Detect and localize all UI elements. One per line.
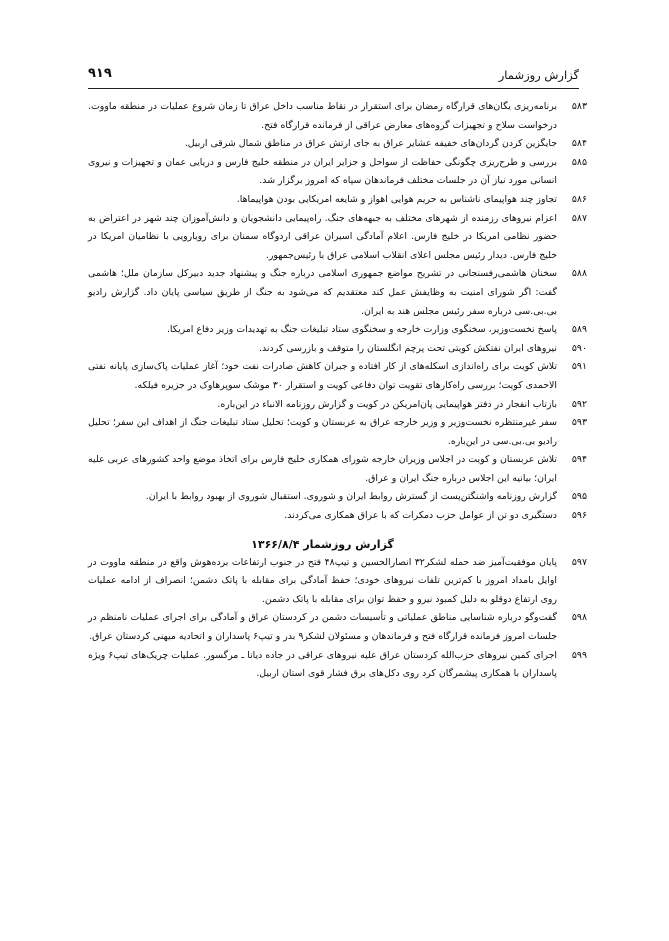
entry-588	[88, 265, 587, 321]
entry-text: بازتاب انفجار در دفتر هواپیمایی پان‌امریکن در کویت و گزارش روزنامه الانباء در این‌باره.	[217, 398, 557, 410]
entry-583	[88, 98, 587, 135]
entry-number: ۵۹۰	[571, 342, 587, 354]
entry-584	[88, 135, 587, 154]
entry-text: برنامه‌ریزی یگان‌های قرارگاه رمضان برای استقرار در نقاط مناسب داخل عراق تا زمان شروع عملیات در منطقه ماووت. درخواست سلاح و تجهیزات گروه‌های معارض عراقی از فرمانده قرارگاه فتح.	[88, 101, 557, 131]
entry-text: جایگزین کردن گردان‌های خفیفه عشایر عراق به جای ارتش عراق در مناطق شمال شرقی اربیل.	[184, 138, 557, 150]
entry-585	[88, 154, 587, 191]
entry-number: ۵۹۷	[571, 556, 587, 568]
entry-589	[88, 321, 587, 340]
entry-text: گزارش روزنامه واشنگتن‌پست از گسترش روابط ایران و شوروی. استقبال شوروی از بهبود روابط با ایران.	[145, 491, 557, 503]
entry-text: سخنان هاشمی‌رفسنجانی در تشریح مواضع جمهوری اسلامی درباره جنگ و پیشنهاد جدید دبیرکل سازمان ملل؛ هاشمی گفت: اگر شورای امنیت به وظایفش عمل کند معتقدیم که می‌شود به جنگ از طریق سیاسی پایان داد. گزارش رادیو بی.بی.سی درباره سفر رئیس مجلس هند به ایران.	[88, 268, 557, 317]
page-header	[88, 66, 579, 89]
entry-number: ۵۸۵	[571, 156, 587, 168]
entry-text: سفر غیرمنتظره نخست‌وزیر و وزیر خارجه عراق به عربستان و کویت؛ تحلیل ستاد تبلیغات جنگ از اهداف این سفر؛ تحلیل رادیو بی.بی.سی در این‌باره.	[88, 417, 557, 447]
entry-text: پایان موفقیت‌آمیز ضد حمله لشکر۳۲ انصارالحسین و تیپ۴۸ فتح در جنوب ارتفاعات برده‌هوش واقع در منطقه ماووت در اوایل بامداد امروز با کم‌ترین تلفات نیروهای خودی؛ حفظ آمادگی برای مقابله با پاتک دشمن؛ انصراف از ادامه عملیات روی ارتفاع دوقلو به دلیل کمبود نیرو و حفظ توان برای مقابله با پاتک دشمن.	[88, 556, 557, 605]
entry-593	[88, 414, 587, 451]
entry-number: ۵۹۴	[571, 454, 587, 466]
entry-590	[88, 340, 587, 359]
entry-number: ۵۹۳	[571, 417, 587, 429]
entry-number: ۵۸۳	[571, 101, 587, 112]
section-heading: گزارش روزشمار ۱۳۶۶/۸/۴	[251, 537, 394, 551]
entry-591	[88, 358, 587, 395]
entry-number: ۵۹۲	[571, 398, 587, 410]
entry-text: دستگیری دو تن از عوامل حزب دمکرات که با عراق همکاری می‌کردند.	[284, 510, 557, 522]
entry-number: ۵۹۵	[571, 491, 587, 503]
entry-text: تلاش عربستان و کویت در اجلاس وزیران خارجه شورای همکاری خلیج فارس برای اتخاذ موضع واحد کشورهای عربی علیه ایران؛ بیانیه این اجلاس درباره جنگ ایران و عراق.	[88, 454, 557, 484]
entry-592	[88, 396, 587, 415]
entry-number: ۵۸۷	[571, 212, 587, 224]
page-number: ۹۱۹	[88, 66, 112, 81]
entry-text: گفت‌وگو درباره شناسایی مناطق عملیاتی و تأسیسات دشمن در کردستان عراق و آمادگی برای اجرای عملیات نامنظم در جلسات امروز فرمانده قرارگاه فتح و فرماندهان و مسئولان لشکر۹ بدر و تیپ۶ پاسداران و اتحادیه میهنی کردستان عراق.	[88, 612, 557, 643]
entry-587	[88, 210, 587, 266]
entry-595	[88, 488, 587, 507]
entry-598	[88, 609, 587, 646]
entry-586	[88, 191, 587, 210]
entry-number: ۵۹۱	[571, 361, 587, 373]
entry-number: ۵۹۶	[571, 510, 587, 522]
entry-text: اجرای کمین نیروهای حزب‌الله کردستان عراق علیه نیروهای عراقی در جاده دیانا ـ مرگسور. عملیات چریک‌های تیپ۶ ویژه پاسداران با همکاری پیشمرگان کرد روی دکل‌های برق فشار قوی استان اربیل.	[88, 649, 557, 680]
entry-number: ۵۸۹	[571, 324, 587, 336]
entry-596	[88, 507, 587, 526]
entry-599	[88, 647, 587, 684]
entry-number: ۵۹۹	[571, 649, 587, 661]
entry-597	[88, 554, 587, 610]
entries-list	[88, 98, 587, 684]
entry-text: نیروهای ایران نفتکش کویتی تحت پرچم انگلستان را متوقف و بازرسی کردند.	[259, 342, 557, 354]
entry-text: بررسی و طرح‌ریزی چگونگی حفاظت از سواحل و جزایر ایران در منطقه خلیج فارس و دریایی عمان و تجهیزات و نیروی انسانی مورد نیاز آن در جلسات مختلف فرماندهان سپاه که امروز برگزار شد.	[88, 156, 557, 187]
running-title: گزارش روزشمار	[498, 68, 579, 82]
entry-594	[88, 451, 587, 488]
entry-number: ۵۸۸	[571, 268, 587, 280]
entry-number: ۵۹۸	[571, 612, 587, 624]
entry-text: پاسخ نخست‌وزیر، سخنگوی وزارت خارجه و سخنگوی ستاد تبلیغات جنگ به تهدیدات وزیر دفاع امریکا.	[166, 324, 557, 336]
entry-text: تجاوز چند هواپیمای ناشناس به حریم هوایی اهواز و شایعه امریکایی بودن هواپیماها.	[236, 193, 557, 205]
entry-number: ۵۸۴	[571, 138, 587, 150]
entry-number: ۵۸۶	[571, 193, 587, 205]
entry-text: اعزام نیروهای رزمنده از شهرهای مختلف به جبهه‌های جنگ. راه‌پیمایی دانشجویان و دانش‌آموزان چند شهر در اعتراض به حضور نظامی امریکا در خلیج فارس. اعلام آمادگی اسیران عراقی اردوگاه سمنان برای رویارویی با نظامیان امریکا در خلیج فارس. دیدار رئیس مجلس اعلای انقلاب اسلامی عراق با رئیس‌جمهور.	[88, 212, 557, 261]
entry-text: تلاش کویت برای راه‌اندازی اسکله‌های از کار افتاده و جبران کاهش صادرات نفت خود؛ آغاز عملیات پاک‌سازی پایانه نفتی الاحمدی کویت؛ بررسی راه‌کارهای تقویت توان دفاعی کویت و استقرار ۳۰ موشک سوپرهاوک در جزیره فیلکه.	[88, 361, 557, 391]
